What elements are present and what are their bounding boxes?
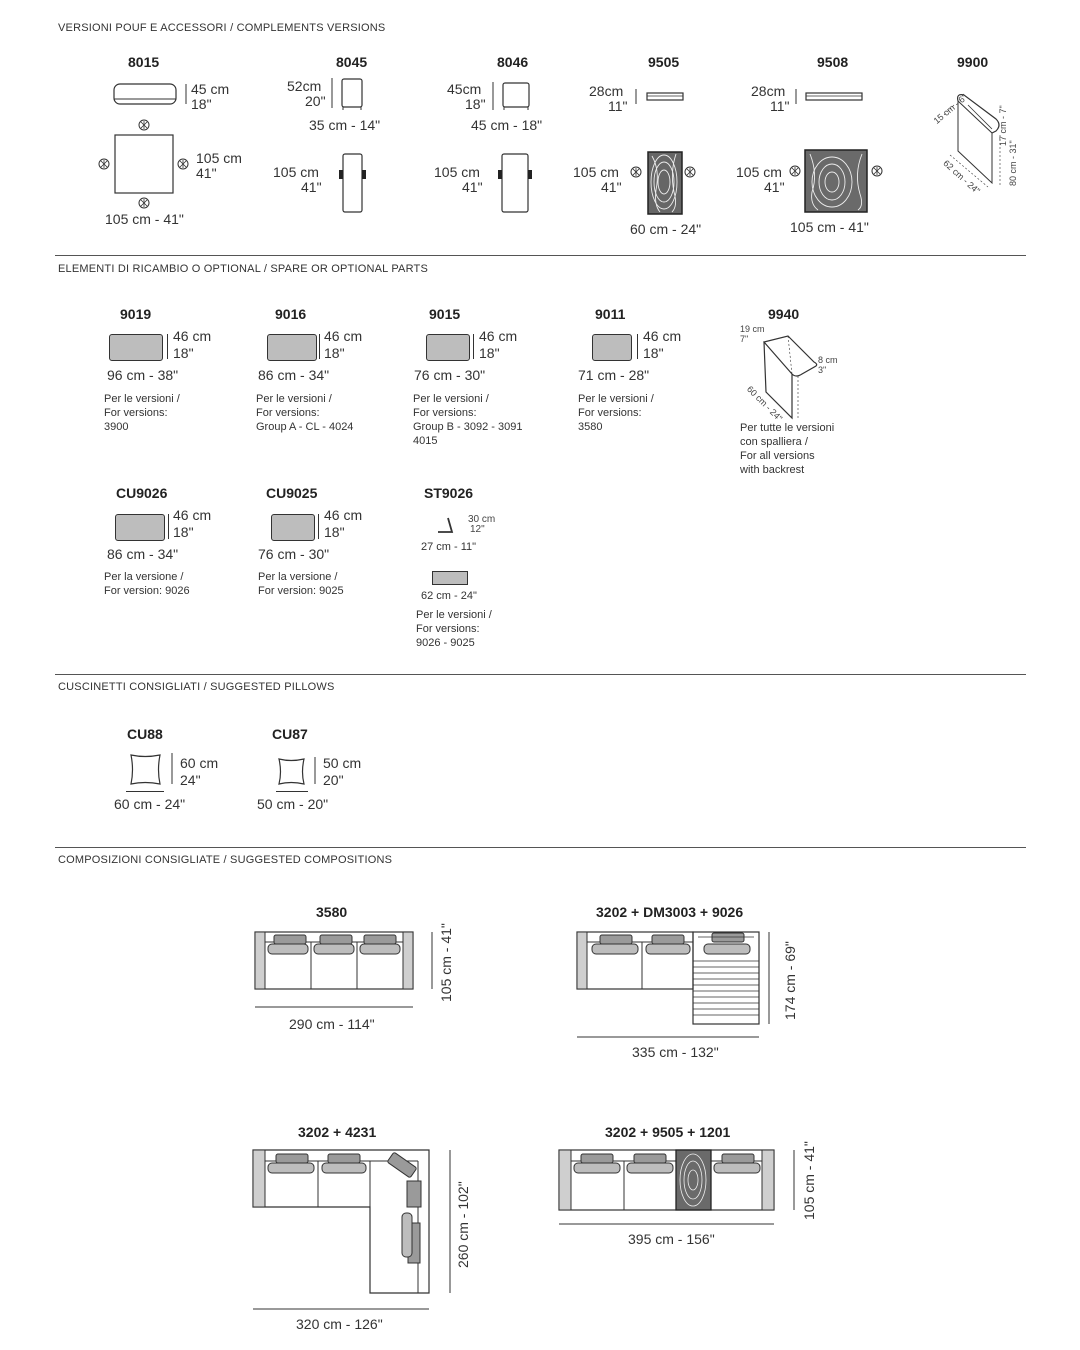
dim-9019-height: 46 cm: [173, 328, 212, 344]
note-st9026-3: 9026 - 9025: [416, 637, 475, 649]
code-9011: 9011: [595, 306, 626, 322]
dim-8046-height: 45cm: [447, 81, 482, 97]
code-8046: 8046: [497, 54, 529, 70]
table-8046-plan-drawing: [497, 152, 535, 214]
dim-8015-plan-width: 105 cm: [196, 150, 242, 166]
dim-cu87-height-in: 20": [323, 772, 344, 788]
note-9019-2: For versions:: [104, 407, 168, 419]
table-8045-plan-drawing: [336, 152, 370, 214]
dim-9508-height: 28cm: [751, 83, 786, 99]
note-9019-1: Per le versioni /: [104, 393, 180, 405]
pillow-cu87-drawing: [276, 756, 320, 792]
dim-9940-b-in: 3": [818, 365, 827, 375]
note-cu9025-2: For version: 9025: [258, 585, 344, 597]
dim-9508-plan-width: 105 cm: [736, 164, 782, 180]
dim-8015-plan-width-in: 41": [196, 165, 217, 181]
dim-line-9015: [473, 334, 474, 359]
code-9019: 9019: [120, 306, 152, 322]
dim-9015-width: 76 cm - 30": [414, 367, 486, 383]
support-st9026-side-drawing: [436, 516, 460, 536]
dim-cu87-width: 50 cm - 20": [257, 796, 329, 812]
dim-9015-height: 46 cm: [479, 328, 518, 344]
cushion-9019-drawing: [109, 334, 163, 361]
section-title-compositions: COMPOSIZIONI CONSIGLIATE / SUGGESTED COMPOSITIONS: [58, 854, 393, 866]
dim-9011-width: 71 cm - 28": [578, 367, 650, 383]
note-9015-2: For versions:: [413, 407, 477, 419]
dim-8045-plan-width: 105 cm: [273, 164, 319, 180]
note-9011-2: For versions:: [578, 407, 642, 419]
dim-9016-height: 46 cm: [324, 328, 363, 344]
code-cu9026: CU9026: [116, 485, 168, 501]
cushion-cu9026-drawing: [115, 514, 165, 541]
composition-3580-drawing: [250, 925, 470, 1015]
note-9011-1: Per le versioni /: [578, 393, 654, 405]
note-9016-3: Group A - CL - 4024: [256, 421, 354, 433]
dim-9940-a: 19 cm: [740, 324, 765, 334]
dim-9505-plan-width: 105 cm: [573, 164, 619, 180]
dim-8045-height-in: 20": [305, 93, 326, 109]
note-cu9025-1: Per la versione /: [258, 571, 338, 583]
dim-9015-height-in: 18": [479, 345, 500, 361]
code-comp-3202-dm3003-9026: 3202 + DM3003 + 9026: [596, 904, 744, 920]
dim-9900-a: 15 cm - 6": [931, 92, 970, 126]
pouf-8015-side-drawing: [112, 82, 192, 112]
dim-8045-height: 52cm: [287, 78, 322, 94]
dim-cu9025-width: 76 cm - 30": [258, 546, 330, 562]
dim-cu9026-height: 46 cm: [173, 507, 212, 523]
note-9940-4: with backrest: [740, 464, 805, 476]
note-st9026-2: For versions:: [416, 623, 480, 635]
bench-9508-side-drawing: [794, 88, 866, 108]
cushion-9015-drawing: [426, 334, 470, 361]
code-8045: 8045: [336, 54, 368, 70]
dim-9508-plan-depth: 105 cm - 41": [790, 219, 869, 235]
dim-9508-height-in: 11": [770, 98, 790, 114]
cushion-9016-drawing: [267, 334, 317, 361]
code-comp-3202-9505-1201: 3202 + 9505 + 1201: [605, 1124, 731, 1140]
bench-9505-side-drawing: [634, 88, 686, 108]
dim-comp-3202-dm3003-9026-depth: 174 cm - 69": [782, 941, 798, 1020]
dim-line-cu9025: [318, 514, 319, 539]
table-9508-plan-wood-drawing: [788, 148, 888, 214]
dim-st9026-w2: 62 cm - 24": [421, 590, 477, 602]
code-comp-3202-4231: 3202 + 4231: [298, 1124, 377, 1140]
note-9016-1: Per le versioni /: [256, 393, 332, 405]
divider-3: [55, 847, 1026, 848]
dim-9019-width: 96 cm - 38": [107, 367, 179, 383]
code-cu88: CU88: [127, 726, 163, 742]
note-9015-3: Group B - 3092 - 3091: [413, 421, 523, 433]
dim-cu9026-height-in: 18": [173, 524, 194, 540]
dim-9508-plan-width-in: 41": [764, 179, 785, 195]
note-st9026-1: Per le versioni /: [416, 609, 492, 621]
dim-cu88-height-in: 24": [180, 772, 201, 788]
dim-9011-height: 46 cm: [643, 328, 682, 344]
dim-comp-3202-4231-depth: 260 cm - 102": [455, 1181, 471, 1268]
dim-8015-height-in: 18": [191, 96, 212, 112]
dim-8046-plan-width-in: 41": [462, 179, 483, 195]
pillow-cu88-drawing: [128, 752, 178, 794]
dim-line-9011: [637, 334, 638, 359]
code-9016: 9016: [275, 306, 307, 322]
code-st9026: ST9026: [424, 485, 474, 501]
dim-8045-plan-width-in: 41": [301, 179, 322, 195]
section-title-spare: ELEMENTI DI RICAMBIO O OPTIONAL / SPARE OR OPTIONAL PARTS: [58, 263, 428, 275]
code-9508: 9508: [817, 54, 849, 70]
dim-line-cu9026: [168, 514, 169, 539]
table-8045-side-drawing: [330, 76, 370, 112]
dim-9016-width: 86 cm - 34": [258, 367, 330, 383]
dim-comp-3202-9505-1201-depth: 105 cm - 41": [801, 1141, 817, 1220]
note-9940-3: For all versions: [740, 450, 815, 462]
dim-9940-a-in: 7": [740, 334, 749, 344]
dim-comp-3580-width: 290 cm - 114": [289, 1016, 375, 1032]
code-9900: 9900: [957, 54, 989, 70]
section-title-pillows: CUSCINETTI CONSIGLIATI / SUGGESTED PILLOWS: [58, 681, 335, 693]
dim-cu88-height: 60 cm: [180, 755, 219, 771]
code-comp-3580: 3580: [316, 904, 348, 920]
cushion-9011-drawing: [592, 334, 632, 361]
dim-cu9025-height-in: 18": [324, 524, 345, 540]
dim-st9026-h: 30 cm: [468, 514, 496, 525]
dim-8046-plan-width: 105 cm: [434, 164, 480, 180]
composition-3202-dm3003-9026-drawing: [572, 925, 772, 1045]
dim-comp-3202-9505-1201-width: 395 cm - 156": [628, 1231, 715, 1247]
dim-8046-width: 45 cm - 18": [471, 117, 543, 133]
note-9011-3: 3580: [578, 421, 603, 433]
dim-8046-height-in: 18": [465, 96, 486, 112]
code-9940: 9940: [768, 306, 800, 322]
dim-9016-height-in: 18": [324, 345, 345, 361]
dim-8015-plan-depth: 105 cm - 41": [105, 211, 184, 227]
dim-cu9025-height: 46 cm: [324, 507, 363, 523]
dim-8045-width: 35 cm - 14": [309, 117, 381, 133]
note-cu9026-1: Per la versione /: [104, 571, 184, 583]
dim-9505-height: 28cm: [589, 83, 624, 99]
note-9940-2: con spalliera /: [740, 436, 808, 448]
code-9505: 9505: [648, 54, 680, 70]
support-st9026-plan-drawing: [432, 571, 468, 585]
divider-1: [55, 255, 1026, 256]
dim-8015-height: 45 cm: [191, 81, 230, 97]
code-cu87: CU87: [272, 726, 308, 742]
dim-9505-height-in: 11": [608, 98, 628, 114]
dim-9900-c: 80 cm - 31": [1008, 140, 1018, 186]
pouf-8015-plan-drawing: [96, 115, 196, 215]
cushion-cu9025-drawing: [271, 514, 315, 541]
table-8046-side-drawing: [491, 80, 535, 114]
dim-comp-3202-4231-width: 320 cm - 126": [296, 1316, 383, 1332]
code-8015: 8015: [128, 54, 160, 70]
dim-cu9026-width: 86 cm - 34": [107, 546, 179, 562]
section-title-complements: VERSIONI POUF E ACCESSORI / COMPLEMENTS VERSIONS: [58, 22, 386, 34]
dim-st9026-h-in: 12": [470, 524, 485, 535]
bench-9505-plan-wood-drawing: [626, 150, 700, 216]
note-9016-2: For versions:: [256, 407, 320, 419]
composition-3202-9505-1201-drawing: [556, 1145, 816, 1235]
code-cu9025: CU9025: [266, 485, 318, 501]
dim-st9026-w: 27 cm - 11": [421, 541, 477, 553]
dim-9505-plan-depth: 60 cm - 24": [630, 221, 702, 237]
dim-9019-height-in: 18": [173, 345, 194, 361]
dim-cu87-height: 50 cm: [323, 755, 362, 771]
dim-comp-3580-depth: 105 cm - 41": [438, 923, 454, 1002]
note-9019-3: 3900: [104, 421, 129, 433]
dim-9900-b: 17 cm - 7": [998, 105, 1008, 146]
code-9015: 9015: [429, 306, 461, 322]
dim-line-cu88: [126, 791, 164, 792]
dim-9940-b: 8 cm: [818, 355, 838, 365]
dim-9940-c: 60 cm - 24": [744, 384, 785, 424]
composition-3202-4231-drawing: [248, 1145, 488, 1315]
dim-cu88-width: 60 cm - 24": [114, 796, 186, 812]
note-cu9026-2: For version: 9026: [104, 585, 190, 597]
divider-2: [55, 674, 1026, 675]
dim-line-9019: [167, 334, 168, 359]
dim-9505-plan-width-in: 41": [601, 179, 622, 195]
dim-line-cu87: [276, 791, 308, 792]
note-9015-1: Per le versioni /: [413, 393, 489, 405]
note-9015-4: 4015: [413, 435, 438, 447]
dim-comp-3202-dm3003-9026-width: 335 cm - 132": [632, 1044, 719, 1060]
note-9940-1: Per tutte le versioni: [740, 422, 835, 434]
dim-9900-d: 62 cm - 24": [941, 158, 982, 197]
dim-9011-height-in: 18": [643, 345, 664, 361]
dim-line-9016: [319, 334, 320, 359]
